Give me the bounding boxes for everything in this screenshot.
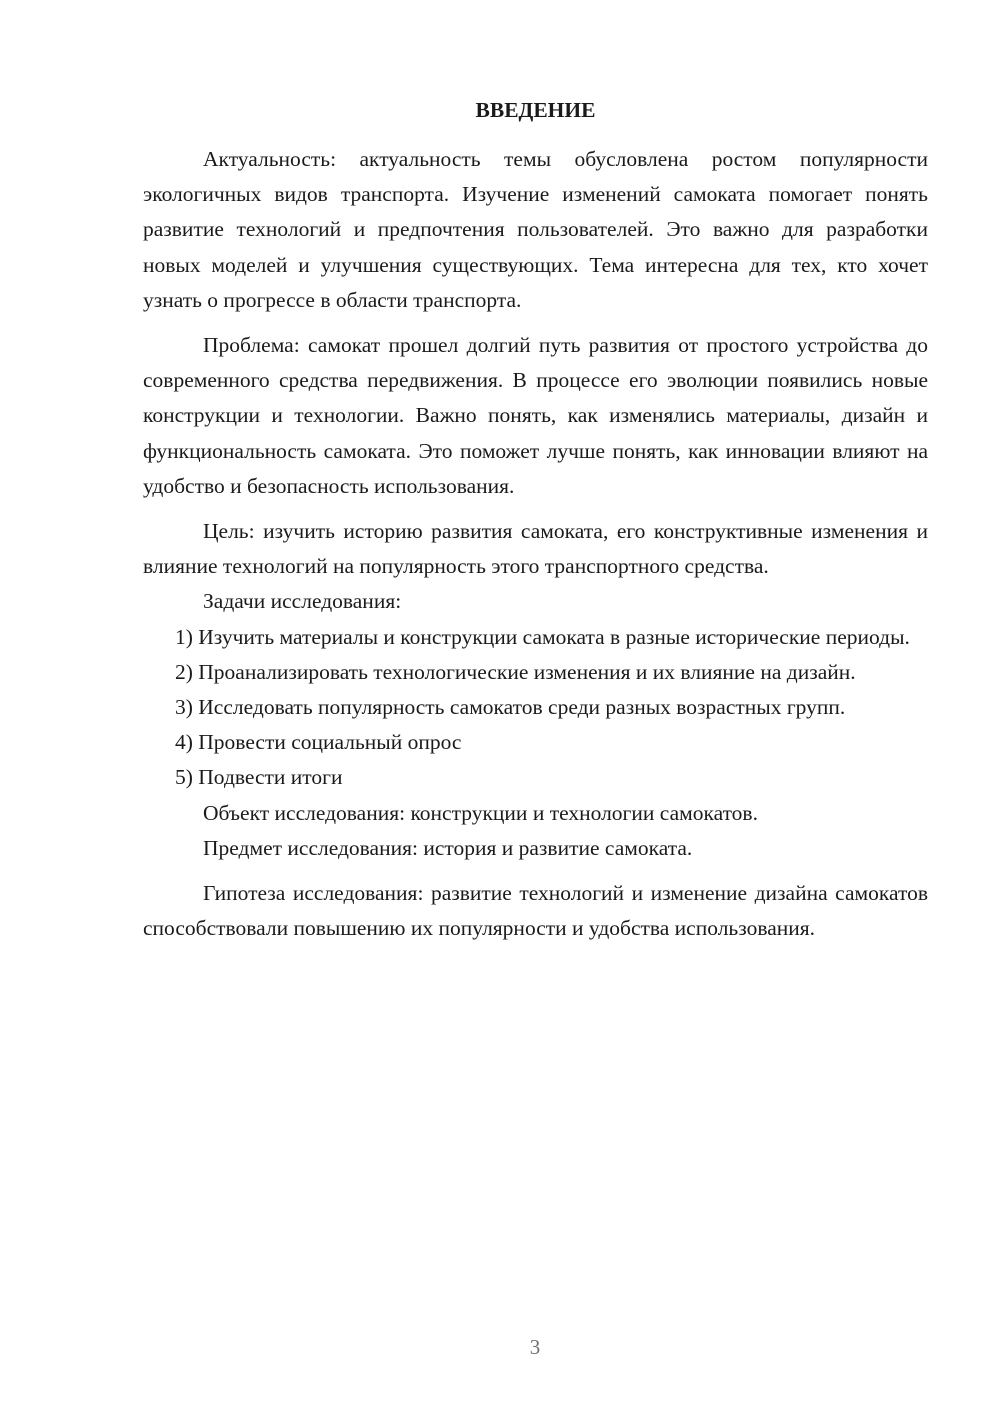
task-item: 1) Изучить материалы и конструкции самоката в разные исторические периоды. bbox=[175, 624, 910, 649]
subject-paragraph: Предмет исследования: история и развитие самоката. bbox=[203, 835, 693, 860]
hypothesis-paragraph: Гипотеза исследования: развитие технологий и изменение дизайна самокатов способствовали повышению их популярности и удобства использования. bbox=[143, 881, 928, 941]
relevance-paragraph: Актуальность: актуальность темы обусловлена ростом популярности экологичных видов транспорта. Изучение изменений самоката помогает понять развитие технологий и предпочтения пользователей. Это важно для разработки новых моделей и улучшения существующих. Тема интересна для тех, кто хочет узнать о прогрессе в области транспорта. bbox=[143, 147, 928, 312]
section-heading: ВВЕДЕНИЕ bbox=[475, 98, 596, 122]
task-item: 4) Провести социальный опрос bbox=[175, 730, 462, 755]
task-item: 3) Исследовать популярность самокатов среди разных возрастных групп. bbox=[175, 695, 846, 720]
object-paragraph: Объект исследования: конструкции и технологии самокатов. bbox=[203, 800, 758, 825]
page-content bbox=[143, 92, 928, 946]
task-item: 2) Проанализировать технологические изменения и их влияние на дизайн. bbox=[175, 659, 856, 684]
task-item: 5) Подвести итоги bbox=[175, 765, 343, 790]
problem-paragraph: Проблема: самокат прошел долгий путь развития от простого устройства до современного средства передвижения. В процессе его эволюции появились новые конструкции и технологии. Важно понять, как изменялись материалы, дизайн и функциональность самоката. Это поможет лучше понять, как инновации влияют на удобство и безопасность использования. bbox=[143, 333, 928, 498]
goal-paragraph: Цель: изучить историю развития самоката, его конструктивные изменения и влияние технологий на популярность этого транспортного средства. bbox=[143, 519, 928, 579]
page-number: 3 bbox=[529, 1335, 541, 1359]
tasks-title: Задачи исследования: bbox=[203, 589, 402, 614]
